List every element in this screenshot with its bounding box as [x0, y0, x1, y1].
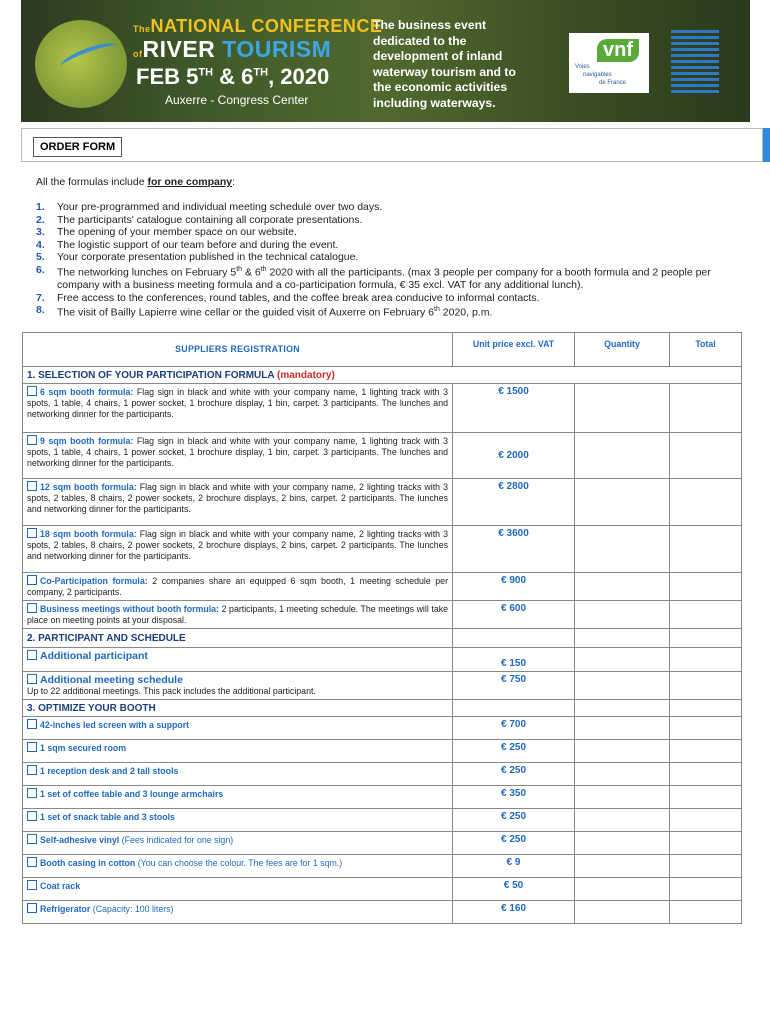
item-cell [23, 832, 453, 855]
unit-price: € 350 [453, 786, 575, 809]
item-name: Business meetings without booth formula: [40, 604, 219, 614]
checkbox[interactable] [27, 575, 37, 585]
empty-cell [670, 629, 742, 648]
section-2-title: 2. PARTICIPANT AND SCHEDULE [23, 629, 453, 648]
checkbox[interactable] [27, 857, 37, 867]
table-row [23, 648, 742, 672]
item-name: 18 sqm booth formula: [40, 529, 137, 539]
checkbox[interactable] [27, 719, 37, 729]
list-text: 2020, p.m. [439, 306, 493, 319]
list-item [36, 226, 736, 239]
checkbox[interactable] [27, 481, 37, 491]
list-number: 3. [36, 226, 45, 239]
list-number: 2. [36, 213, 45, 226]
list-number: 6. [36, 263, 45, 276]
checkbox[interactable] [27, 903, 37, 913]
total-cell[interactable] [670, 526, 742, 573]
title-of: of [133, 49, 143, 59]
table-row [23, 573, 742, 601]
total-cell[interactable] [670, 479, 742, 526]
item-cell [23, 526, 453, 573]
intro-text [36, 176, 235, 188]
intro-after: : [232, 176, 236, 188]
section-row [23, 700, 742, 717]
included-list [36, 201, 736, 319]
list-text: The opening of your member space on our website. [57, 226, 297, 239]
quantity-cell[interactable] [575, 901, 670, 924]
section-1-label: 1. SELECTION OF YOUR PARTICIPATION FORMULA [27, 369, 278, 381]
unit-price: € 50 [453, 878, 575, 901]
empty-cell [670, 700, 742, 717]
item-name: Co-Participation formula: [40, 576, 148, 586]
item-desc: Up to 22 additional meetings. This pack includes the additional participant. [27, 686, 316, 696]
banner-place: Auxerre - Congress Center [165, 93, 309, 107]
quantity-cell[interactable] [575, 479, 670, 526]
vnf-logo-box [569, 33, 649, 93]
checkbox[interactable] [27, 386, 37, 396]
quantity-cell[interactable] [575, 878, 670, 901]
item-desc: 2 companies share an equipped 6 sqm booth, 1 meeting schedule per company, 2 participants. [27, 576, 448, 597]
quantity-cell[interactable] [575, 573, 670, 601]
list-sup: th [236, 265, 243, 273]
item-cell [23, 433, 453, 479]
unit-price: € 160 [453, 901, 575, 924]
total-cell[interactable] [670, 740, 742, 763]
item-name: Self-adhesive vinyl [40, 835, 120, 845]
list-text: 2020 with all the participants. (max 3 people per company for a booth formula and 2 people per company with a business meeting formula and a co-participation formula, € 35 excl. VAT for any additional lunch). [57, 266, 711, 292]
quantity-cell[interactable] [575, 433, 670, 479]
banner-description: The business event dedicated to the development of inland waterway tourism and to the economic activities including waterways. [373, 18, 516, 110]
item-cell [23, 740, 453, 763]
item-name: 12 sqm booth formula: [40, 482, 137, 492]
total-cell[interactable] [670, 672, 742, 700]
table-row [23, 809, 742, 832]
item-name: Booth casing in cotton [40, 858, 136, 868]
list-number: 7. [36, 291, 45, 304]
quantity-cell[interactable] [575, 832, 670, 855]
order-form-header [21, 128, 763, 162]
list-number: 4. [36, 238, 45, 251]
unit-price: € 600 [453, 601, 575, 629]
date-and: & 6 [213, 64, 254, 89]
list-item [36, 251, 736, 264]
item-name: Refrigerator [40, 904, 91, 914]
quantity-cell[interactable] [575, 672, 670, 700]
unit-price: € 1500 [453, 384, 575, 433]
total-cell[interactable] [670, 878, 742, 901]
list-text: The networking lunches on February 5 [57, 266, 237, 279]
item-cell [23, 763, 453, 786]
checkbox[interactable] [27, 834, 37, 844]
item-name: Coat rack [40, 881, 81, 891]
unit-price: € 150 [453, 648, 575, 672]
section-1-title [23, 367, 742, 384]
section-row [23, 367, 742, 384]
unit-price: € 900 [453, 573, 575, 601]
total-cell[interactable] [670, 855, 742, 878]
total-cell[interactable] [670, 832, 742, 855]
list-text: The visit of Bailly Lapierre wine cellar or the guided visit of Auxerre on February 6 [57, 306, 435, 319]
item-cell [23, 878, 453, 901]
quantity-cell[interactable] [575, 855, 670, 878]
quantity-cell[interactable] [575, 809, 670, 832]
total-cell[interactable] [670, 901, 742, 924]
table-row [23, 740, 742, 763]
table-row [23, 901, 742, 924]
table-row [23, 384, 742, 433]
list-sup: th [434, 306, 440, 314]
table-header-row [23, 333, 742, 367]
total-cell[interactable] [670, 763, 742, 786]
list-item [36, 304, 736, 319]
item-name: 6 sqm booth formula: [40, 387, 134, 397]
checkbox[interactable] [27, 674, 37, 684]
item-desc: Flag sign in black and white with your company name, 1 lighting track with 3 spots, 1 table, 4 chairs, 1 power socket, 1 brochure display, 1 bin, carpet. 3 participants. The lunches and networking dinner for the participants. [27, 387, 448, 419]
total-cell[interactable] [670, 433, 742, 479]
list-text: Your pre-programmed and individual meeting schedule over two days. [57, 201, 383, 213]
item-cell [23, 809, 453, 832]
quantity-cell[interactable] [575, 763, 670, 786]
quantity-cell[interactable] [575, 526, 670, 573]
table-row [23, 433, 742, 479]
vnf-stripes-graphic [671, 30, 719, 96]
checkbox[interactable] [27, 528, 37, 538]
intro-before: All the formulas include [36, 176, 148, 188]
title-national-conference: NATIONAL CONFERENCE [150, 16, 383, 36]
unit-price: € 750 [453, 672, 575, 700]
item-cell [23, 648, 453, 672]
unit-price: € 2000 [453, 433, 575, 479]
item-cell [23, 855, 453, 878]
list-item [36, 214, 736, 227]
total-cell[interactable] [670, 717, 742, 740]
list-number: 1. [36, 201, 45, 213]
item-cell [23, 717, 453, 740]
unit-price: € 250 [453, 832, 575, 855]
title-prefix: The [133, 24, 151, 34]
unit-price: € 250 [453, 809, 575, 832]
table-row [23, 717, 742, 740]
item-note: (You can choose the colour. The fees are for 1 sqm.) [135, 858, 343, 868]
unit-price: € 250 [453, 763, 575, 786]
item-cell [23, 573, 453, 601]
mandatory-tag: (mandatory) [277, 369, 335, 381]
item-desc: Flag sign in black and white with your company name, 2 lighting tracks with 3 spots, 2 tables, 8 chairs, 2 power sockets, 2 brochure displays, 2 bins, carpet. 2 participants. The lunches and networking dinner for the participants. [27, 529, 448, 561]
table-row [23, 786, 742, 809]
title-river: RIVER [142, 36, 216, 62]
item-name: 1 set of coffee table and 3 lounge armchairs [40, 789, 224, 799]
date-year: , 2020 [268, 64, 330, 89]
list-text: & 6 [242, 266, 261, 279]
table-row [23, 601, 742, 629]
item-cell [23, 479, 453, 526]
total-cell[interactable] [670, 809, 742, 832]
list-item [36, 264, 736, 292]
vnf-sub2: navigables [583, 72, 612, 78]
item-name: 1 set of snack table and 3 stools [40, 812, 175, 822]
date-sup2: TH [253, 66, 269, 79]
header-suppliers-registration: SUPPLIERS REGISTRATION [23, 333, 453, 367]
banner-date [136, 64, 329, 90]
header-unit-price: Unit price excl. VAT [453, 333, 575, 367]
item-note: (Capacity: 100 liters) [90, 904, 174, 914]
item-cell [23, 901, 453, 924]
item-note: (Fees indicated for one sign) [119, 835, 234, 845]
total-cell[interactable] [670, 648, 742, 672]
event-banner [21, 0, 750, 122]
vnf-sub3: de France [599, 80, 627, 86]
item-name: 9 sqm booth formula: [40, 436, 134, 446]
table-row [23, 763, 742, 786]
total-cell[interactable] [670, 786, 742, 809]
item-name: 1 reception desk and 2 tall stools [40, 766, 179, 776]
table-row [23, 855, 742, 878]
quantity-cell[interactable] [575, 786, 670, 809]
list-text: The participants' catalogue containing all corporate presentations. [57, 213, 363, 226]
banner-title-line1 [133, 16, 382, 37]
item-desc: Flag sign in black and white with your company name, 2 lighting tracks with 3 spots, 2 tables, 8 chairs, 2 power sockets, 2 brochure displays, 2 bins, carpet. 2 participants. The lunches and networking dinner for the participants. [27, 482, 448, 514]
item-cell [23, 384, 453, 433]
total-cell[interactable] [670, 601, 742, 629]
intro-emphasis: for one company [147, 176, 233, 188]
list-item [36, 292, 736, 305]
checkbox[interactable] [27, 742, 37, 752]
section-3-title: 3. OPTIMIZE YOUR BOOTH [23, 700, 453, 717]
item-desc: Flag sign in black and white with your company name, 1 lighting track with 3 spots, 1 table, 4 chairs, 1 power socket, 1 brochure display, 1 bin, carpet. 3 participants. The lunches and networking dinner for the participants. [27, 436, 448, 468]
order-table [22, 332, 742, 924]
item-name: 42-inches led screen with a support [40, 720, 190, 730]
title-tourism: TOURISM [222, 36, 332, 62]
order-form-title: ORDER FORM [33, 137, 122, 157]
unit-price: € 2800 [453, 479, 575, 526]
accent-bar [763, 128, 770, 162]
table-row [23, 832, 742, 855]
checkbox[interactable] [27, 603, 37, 613]
list-number: 8. [36, 304, 45, 317]
quantity-cell[interactable] [575, 384, 670, 433]
list-item [36, 201, 736, 214]
checkbox[interactable] [27, 811, 37, 821]
checkbox[interactable] [27, 650, 37, 660]
quantity-cell[interactable] [575, 601, 670, 629]
quantity-cell[interactable] [575, 740, 670, 763]
table-row [23, 526, 742, 573]
item-desc: 2 participants, 1 meeting schedule. The meetings will take place on meeting points at your disposal. [27, 604, 449, 625]
total-cell[interactable] [670, 384, 742, 433]
checkbox[interactable] [27, 435, 37, 445]
table-row [23, 672, 742, 700]
vnf-logo: vnf [597, 39, 639, 62]
list-text: Your corporate presentation published in the technical catalogue. [57, 251, 359, 264]
unit-price: € 250 [453, 740, 575, 763]
list-item [36, 239, 736, 252]
item-cell [23, 601, 453, 629]
item-name: 1 sqm secured room [40, 743, 127, 753]
quantity-cell[interactable] [575, 648, 670, 672]
date-feb: FEB 5 [136, 64, 199, 89]
empty-cell [575, 629, 670, 648]
empty-cell [575, 700, 670, 717]
list-text: Free access to the conferences, round tables, and the coffee break area conducive to informal contacts. [57, 291, 540, 304]
table-row [23, 479, 742, 526]
item-name: Additional meeting schedule [40, 674, 183, 686]
unit-price: € 700 [453, 717, 575, 740]
vnf-sub1: Voies [575, 64, 590, 70]
checkbox[interactable] [27, 788, 37, 798]
item-cell [23, 786, 453, 809]
header-total: Total [670, 333, 742, 367]
quantity-cell[interactable] [575, 717, 670, 740]
unit-price: € 9 [453, 855, 575, 878]
unit-price: € 3600 [453, 526, 575, 573]
vnf-subtitle [575, 63, 626, 87]
item-cell [23, 672, 453, 700]
list-sup: th [260, 265, 267, 273]
header-quantity: Quantity [575, 333, 670, 367]
list-number: 5. [36, 251, 45, 264]
table-row [23, 878, 742, 901]
banner-title-line2 [133, 36, 331, 63]
total-cell[interactable] [670, 573, 742, 601]
checkbox[interactable] [27, 765, 37, 775]
item-name: Additional participant [40, 650, 148, 662]
checkbox[interactable] [27, 880, 37, 890]
empty-cell [453, 629, 575, 648]
list-text: The logistic support of our team before and during the event. [57, 238, 339, 251]
date-sup1: TH [198, 66, 214, 79]
section-row [23, 629, 742, 648]
empty-cell [453, 700, 575, 717]
